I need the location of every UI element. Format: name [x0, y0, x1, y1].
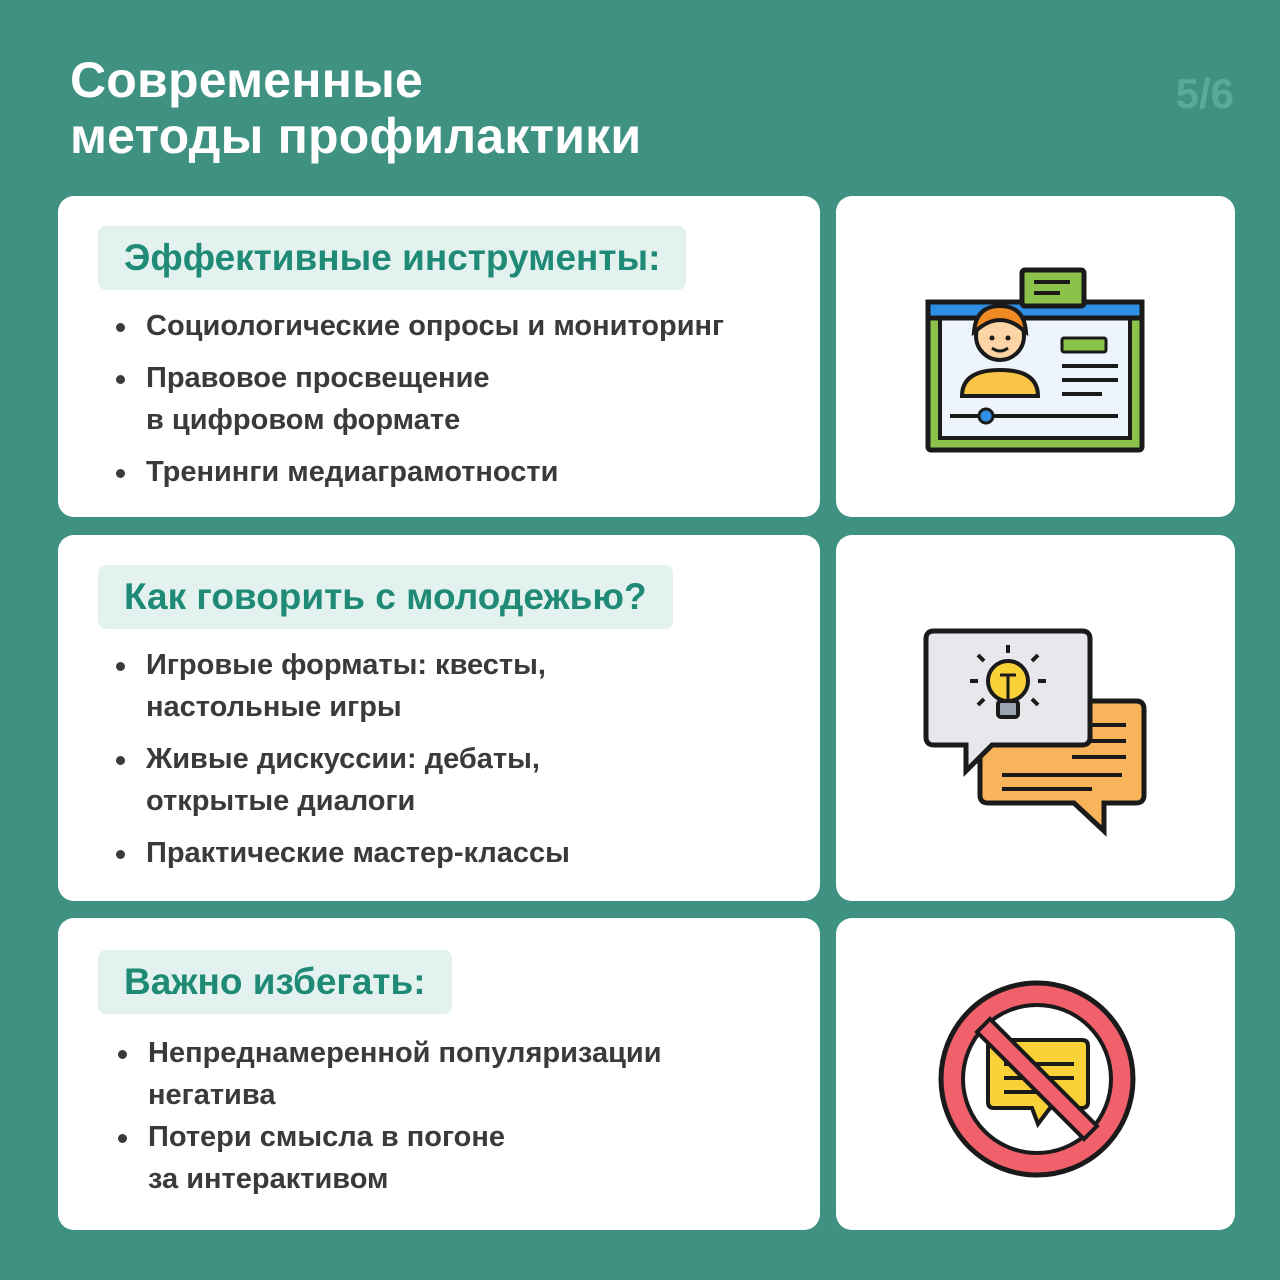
page-title-line2: методы профилактики	[70, 108, 642, 164]
list-item: Игровые форматы: квесты, настольные игры	[114, 644, 814, 728]
page-counter: 5/6	[1175, 70, 1234, 117]
idea-chat-icon	[922, 625, 1152, 855]
card-effective-tools	[58, 196, 820, 517]
avoid-list	[116, 1032, 816, 1210]
list-item: Правовое просвещение в цифровом формате	[114, 357, 814, 441]
list-item: Социологические опросы и мониторинг	[114, 305, 814, 347]
list-item: Непреднамеренной популяризации негатива	[116, 1032, 816, 1116]
card-talk-youth	[58, 535, 820, 901]
list-item: Практические мастер-классы	[114, 832, 814, 874]
video-lesson-icon	[922, 266, 1152, 466]
page-title-line1: Современные	[70, 52, 423, 108]
section-heading-tools: Эффективные инструменты:	[98, 226, 686, 290]
section-heading-youth: Как говорить с молодежью?	[98, 565, 673, 629]
list-item: Тренинги медиаграмотности	[114, 451, 814, 493]
list-item: Живые дискуссии: дебаты, открытые диалоги	[114, 738, 814, 822]
page-title	[70, 52, 641, 164]
card-avoid	[58, 918, 820, 1230]
list-item: Потери смысла в погоне за интерактивом	[116, 1116, 816, 1200]
card-icon-video	[836, 196, 1235, 517]
no-chat-icon	[932, 974, 1142, 1184]
card-icon-forbidden	[836, 918, 1235, 1230]
tools-list	[114, 305, 814, 503]
card-icon-idea	[836, 535, 1235, 901]
section-heading-avoid: Важно избегать:	[98, 950, 452, 1014]
youth-list	[114, 644, 814, 884]
